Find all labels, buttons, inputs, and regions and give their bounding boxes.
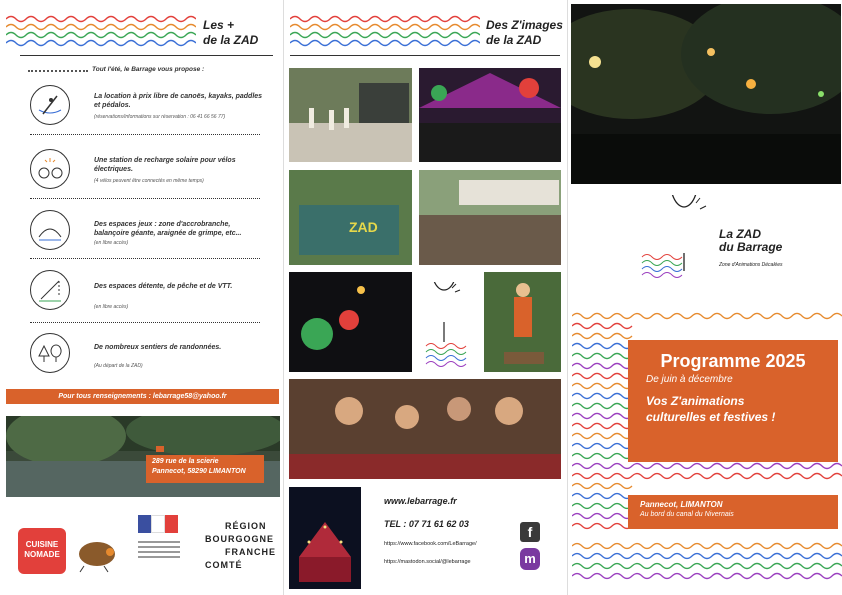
feature-sub: (en libre accès) — [94, 304, 129, 310]
feature-sub: (Au départ de la ZAD) — [94, 363, 143, 369]
logo-subtitle: Zone d'Animations Décalées — [719, 262, 783, 268]
tree-logo-icon — [422, 282, 462, 362]
photo-tent-party — [419, 68, 561, 162]
mastodon-icon[interactable]: m — [520, 548, 540, 570]
title-line-2: de la ZAD — [203, 33, 259, 47]
svg-text:ZAD: ZAD — [349, 219, 378, 235]
feature-title: De nombreux sentiers de randonnées. — [94, 344, 222, 351]
dotted-divider — [30, 134, 260, 135]
feature-title: Des espaces jeux : zone d'accrobranche, balançoire géante, araignée de grimpe, etc... — [94, 221, 242, 237]
photo-night-lights — [289, 272, 412, 372]
divider — [290, 55, 560, 56]
fishing-icon — [30, 270, 70, 310]
photo-bar-laughing — [289, 379, 561, 479]
cuisine-nomade-logo: CUISINE NOMADE — [18, 528, 66, 574]
hedgehog-icon — [72, 530, 122, 576]
panel-title — [486, 18, 563, 48]
location-box — [628, 495, 838, 529]
intro-text: Tout l'été, le Barrage vous propose : — [92, 66, 205, 73]
address-line-1: 289 rue de la scierie — [152, 458, 219, 465]
contact-bar: Pour tous renseignements : lebarrage58@yahoo.fr — [6, 389, 279, 404]
panel-cover — [567, 0, 842, 595]
address-line-2: Pannecot, 58290 LIMANTON — [152, 468, 246, 475]
region-logo — [205, 520, 276, 572]
photo-dancers — [289, 68, 412, 162]
program-dates: De juin à décembre — [646, 374, 733, 385]
dotted-divider — [30, 322, 260, 323]
feature-sub: (réservations/informations sur réservation : 06 41 66 56 77) — [94, 114, 226, 120]
region-line: BOURGOGNE — [205, 534, 275, 544]
wave-decoration — [290, 14, 480, 50]
title-line-2: de la ZAD — [486, 33, 542, 47]
divider — [20, 55, 273, 56]
program-tagline-1: Vos Z'animations — [646, 394, 745, 408]
mastodon-link[interactable]: https://mastodon.social/@lebarrage — [384, 559, 471, 565]
solar-bike-icon — [30, 149, 70, 189]
facebook-icon[interactable]: f — [520, 522, 540, 542]
dots-decoration — [28, 70, 88, 72]
zad-logo-tree-icon — [640, 195, 710, 280]
photo-circus-tent — [289, 487, 361, 589]
feature-title: Une station de recharge solaire pour vélos électriques. — [94, 157, 236, 173]
photo-crowd — [419, 170, 561, 265]
phone-number[interactable]: TEL : 07 71 61 62 03 — [384, 519, 469, 529]
republic-flag-icon — [138, 515, 178, 533]
feature-title: Des espaces détente, de pêche et de VTT. — [94, 283, 233, 290]
region-line: FRANCHE — [225, 547, 276, 557]
photo-night-garden — [571, 4, 841, 184]
address-box — [146, 455, 264, 483]
logo-line-2: du Barrage — [719, 240, 783, 254]
title-line-1: Des Z'images — [486, 18, 563, 32]
forest-icon — [30, 333, 70, 373]
title-line-1: Les + — [203, 18, 235, 32]
logo-line-1: La ZAD — [719, 227, 761, 241]
region-line: RÉGION — [225, 521, 267, 531]
feature-title: La location à prix libre de canoës, kayaks, paddles et pédalos. — [94, 93, 263, 109]
kayak-icon — [30, 85, 70, 125]
dotted-divider — [30, 198, 260, 199]
dotted-divider — [30, 258, 260, 259]
program-title: Programme 2025 — [660, 351, 806, 371]
location-line-2: Au bord du canal du Nivernais — [640, 511, 734, 518]
facebook-link[interactable]: https://www.facebook.com/LeBarrage/ — [384, 541, 477, 547]
prefecture-text-block — [138, 538, 180, 570]
wave-decoration — [6, 14, 196, 50]
panel-images — [283, 0, 568, 595]
panel-les-plus — [0, 0, 283, 595]
region-line: COMTÉ — [205, 560, 243, 570]
location-line-1: Pannecot, LIMANTON — [640, 500, 723, 509]
feature-sub: (4 vélos peuvent être connectés en même temps) — [94, 178, 204, 184]
website-link[interactable]: www.lebarrage.fr — [384, 496, 457, 506]
photo-zad-van — [289, 170, 412, 265]
panel-title — [203, 18, 258, 48]
photo-stilt-performer — [484, 272, 561, 372]
logo-name — [719, 228, 782, 254]
program-tagline-2: culturelles et festives ! — [646, 410, 776, 424]
playground-icon — [30, 210, 70, 250]
feature-sub: (en libre accès) — [94, 240, 129, 246]
program-box — [628, 340, 838, 462]
